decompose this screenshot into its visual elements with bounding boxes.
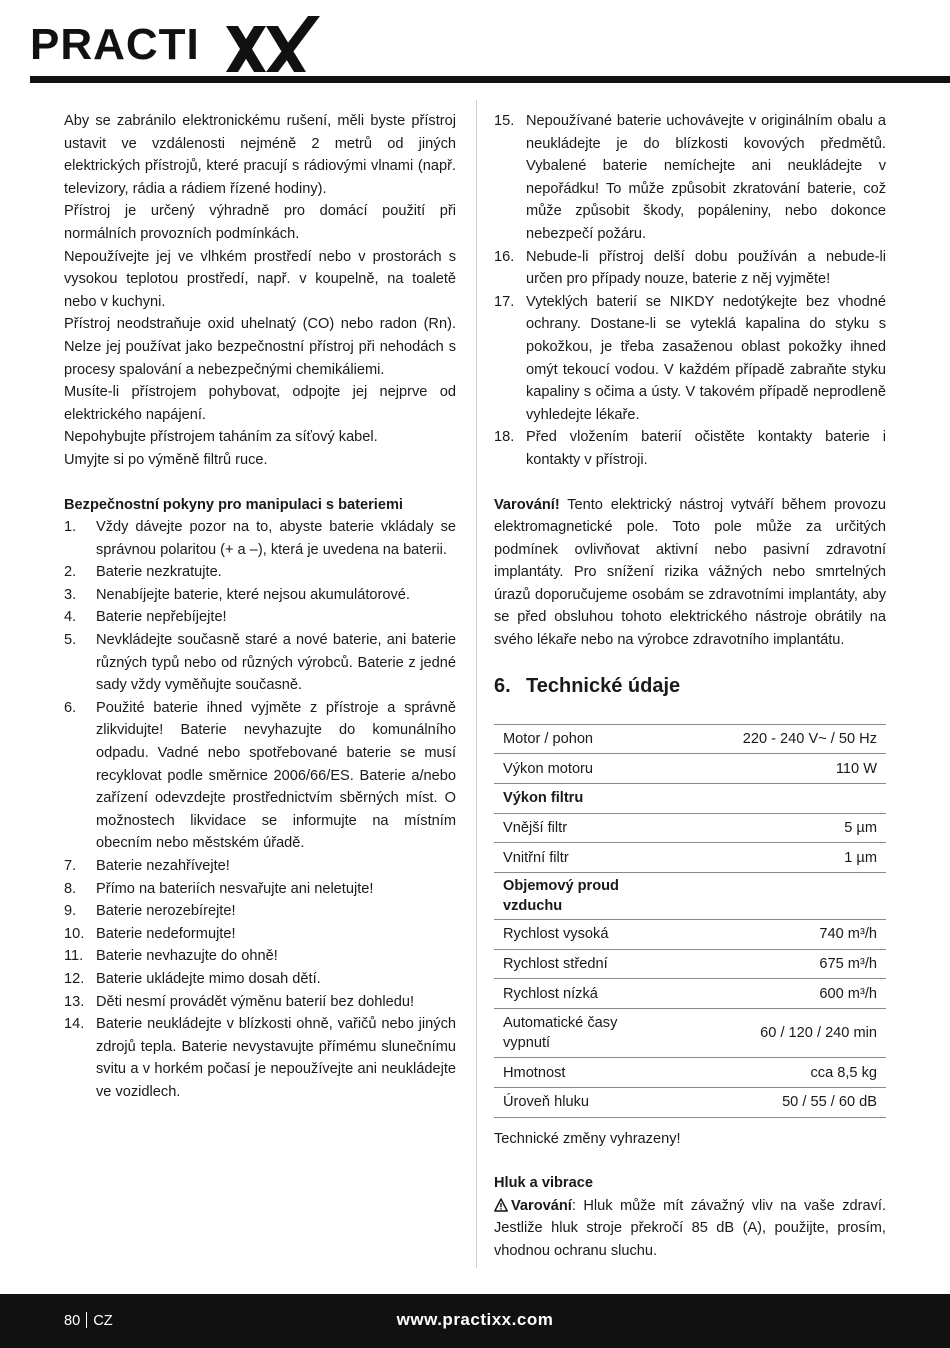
- section-title: Technické údaje: [526, 674, 681, 697]
- list-item: [494, 110, 886, 246]
- list-number: 3.: [64, 586, 77, 603]
- table-row: [494, 843, 886, 873]
- svg-text:PRACTI: PRACTI: [30, 20, 200, 69]
- column-divider: [476, 100, 477, 1268]
- spec-value: 5 µm: [644, 813, 886, 843]
- list-item: [64, 697, 456, 855]
- list-text: Baterie neukládejte v blízkosti ohně, vařičů nebo jiných zdrojů tepla. Baterie nevystavujte přímému slunečnímu svitu a v horkém počasí je nepoužívejte ani neukládejte ve vozidlech.: [96, 1016, 456, 1100]
- spec-label: Vnější filtr: [494, 813, 644, 843]
- spec-value: 600 m³/h: [644, 979, 886, 1009]
- list-item: [64, 1013, 456, 1103]
- list-number: 18.: [494, 429, 515, 446]
- spec-label: Motor / pohon: [494, 724, 644, 754]
- paragraph: Nepohybujte přístrojem taháním za síťový kabel.: [64, 429, 378, 446]
- spec-label: Vnitřní filtr: [494, 843, 644, 873]
- list-number: 9.: [64, 903, 77, 920]
- list-text: Baterie nerozebírejte!: [96, 903, 236, 920]
- battery-list-continued: [494, 110, 886, 472]
- spec-value: cca 8,5 kg: [644, 1058, 886, 1088]
- list-number: 1.: [64, 519, 77, 536]
- noise-warning: [494, 1195, 886, 1263]
- footer-bar: [0, 1294, 950, 1348]
- paragraph: Nepoužívejte jej ve vlhkém prostředí nebo v prostorách s vysokou teplotou prostředí, např. v koupelně, na toaletě nebo v kuchyni.: [64, 248, 456, 310]
- section-heading: [494, 672, 886, 700]
- spec-value: 60 / 120 / 240 min: [644, 1009, 886, 1058]
- spec-value: [644, 873, 886, 920]
- list-number: 11.: [64, 948, 84, 965]
- list-item: [64, 991, 456, 1014]
- warning-triangle-icon: [494, 1198, 508, 1212]
- spec-label: Automatické časy vypnutí: [494, 1009, 644, 1058]
- table-row: [494, 949, 886, 979]
- list-item: [64, 968, 456, 991]
- table-row: [494, 873, 886, 920]
- section-number: 6.: [494, 674, 511, 697]
- table-row: [494, 724, 886, 754]
- list-text: Přímo na bateriích nesvařujte ani neletujte!: [96, 880, 374, 897]
- list-item: [64, 629, 456, 697]
- technical-data-table: [494, 724, 886, 1118]
- list-number: 10.: [64, 925, 85, 942]
- header-rule: [30, 76, 950, 83]
- warning-text: Tento elektrický nástroj vytváří během provozu elektromagnetické pole. Toto pole může za určitých podmínek ovlivňovat aktivní nebo pasivní zdravotní implantáty. Pro snížení rizika vážných nebo smrtelných úrazů doporučujeme osobám se zdravotními implantáty, aby se před obsluhou tohoto elektrického nástroje obrátily na svého lékaře nebo na výrobce zdravotního implantátu.: [494, 496, 886, 649]
- list-text: Baterie nezkratujte.: [96, 564, 222, 581]
- paragraph: Umyjte si po výměně filtrů ruce.: [64, 451, 268, 468]
- spec-value: [644, 784, 886, 814]
- language-code: CZ: [93, 1313, 113, 1329]
- spec-note: Technické změny vyhrazeny!: [494, 1130, 681, 1147]
- table-row: [494, 784, 886, 814]
- list-text: Použité baterie ihned vyjměte z přístroje a správně zlikvidujte! Baterie nevyhazujte do komunálního odpadu. Vadné nebo spotřebované baterie se musí recyklovat podle směrnice 2006/66/ES. Baterie a/nebo zařízení odevzdejte prostřednictvím sběrných míst. O možnostech likvidace se informujte na místním obecním nebo městském úřadě.: [96, 699, 456, 852]
- list-number: 4.: [64, 609, 77, 626]
- battery-safety-heading: Bezpečnostní pokyny pro manipulaci s bateriemi: [64, 496, 403, 513]
- noise-heading: Hluk a vibrace: [494, 1175, 593, 1192]
- list-text: Nevkládejte současně staré a nové baterie, ani baterie různých typů nebo od různých výrobců. Baterie z jedné sady vždy vyměňujte současně.: [96, 632, 456, 694]
- table-row: [494, 920, 886, 950]
- table-row: [494, 1087, 886, 1117]
- spec-label: Rychlost nízká: [494, 979, 644, 1009]
- table-row: [494, 813, 886, 843]
- list-item: [64, 900, 456, 923]
- table-row: [494, 1058, 886, 1088]
- practixx-logo: [30, 14, 330, 76]
- spec-value: 110 W: [644, 754, 886, 784]
- table-row: [494, 979, 886, 1009]
- spec-label: Rychlost vysoká: [494, 920, 644, 950]
- spec-value: 1 µm: [644, 843, 886, 873]
- list-text: Baterie nezahřívejte!: [96, 858, 230, 874]
- list-text: Vyteklých baterií se NIKDY nedotýkejte bez vhodné ochrany. Dostane-li se vyteklá kapalina do styku s pokožkou, je třeba zasaženou oblast pokožky ihned omýt tekoucí vodou. V každém případě zabraňte styku kapaliny s očima a ústy. V takovém případě neprodleně vyhledejte lékaře.: [526, 293, 886, 423]
- list-number: 12.: [64, 970, 85, 987]
- list-number: 17.: [494, 293, 515, 310]
- spec-label: Výkon motoru: [494, 754, 644, 784]
- list-item: [494, 426, 886, 471]
- list-item: [64, 945, 456, 968]
- list-item: [494, 291, 886, 427]
- paragraph: Musíte-li přístrojem pohybovat, odpojte jej nejprve od elektrického napájení.: [64, 384, 456, 423]
- spec-value: 220 - 240 V~ / 50 Hz: [644, 724, 886, 754]
- spec-label: Úroveň hluku: [494, 1087, 644, 1117]
- list-text: Děti nesmí provádět výměnu baterií bez dohledu!: [96, 993, 414, 1010]
- list-text: Baterie nevhazujte do ohně!: [96, 948, 278, 965]
- list-text: Baterie ukládejte mimo dosah dětí.: [96, 970, 321, 987]
- spec-group-label: Objemový proud vzduchu: [494, 873, 644, 920]
- list-text: Nenabíjejte baterie, které nejsou akumulátorové.: [96, 586, 410, 603]
- list-number: 5.: [64, 632, 77, 649]
- list-number: 8.: [64, 880, 77, 897]
- right-column: [494, 110, 886, 1263]
- list-item: [64, 606, 456, 629]
- list-item: [64, 561, 456, 584]
- spec-value: 50 / 55 / 60 dB: [644, 1087, 886, 1117]
- spec-label: Hmotnost: [494, 1058, 644, 1088]
- list-text: Baterie nepřebíjejte!: [96, 609, 227, 626]
- website-link[interactable]: www.practixx.com: [396, 1310, 554, 1329]
- spec-group-label: Výkon filtru: [494, 784, 644, 814]
- paragraph: Aby se zabránilo elektronickému rušení, měli byste přístroj ustavit ve vzdálenosti nejméně 2 metrů od jiných elektrických přístrojů, které pracují s rádiovými vlnami (např. televizory, rádia a rádiem řízené hodiny).: [64, 113, 456, 197]
- list-item: [64, 923, 456, 946]
- list-text: Před vložením baterií očistěte kontakty baterie i kontakty v přístroji.: [526, 429, 886, 468]
- page-number: 80: [64, 1313, 81, 1329]
- paragraph: Přístroj je určený výhradně pro domácí použití při normálních provozních podmínkách.: [64, 203, 456, 242]
- list-number: 7.: [64, 858, 77, 874]
- list-text: Baterie nedeformujte!: [96, 925, 236, 942]
- list-text: Vždy dávejte pozor na to, abyste baterie vkládaly se správnou polaritou (+ a –), která je uvedena na baterii.: [96, 519, 456, 558]
- list-number: 15.: [494, 113, 515, 129]
- list-item: [64, 516, 456, 561]
- table-row: [494, 1009, 886, 1058]
- warning-text: : Hluk může mít závažný vliv na vaše zdraví. Jestliže hluk stroje překročí 85 dB (A), použijte, prosím, vhodnou ochranu sluchu.: [494, 1197, 886, 1259]
- list-number: 13.: [64, 993, 85, 1010]
- list-number: 6.: [64, 699, 77, 716]
- spec-label: Rychlost střední: [494, 949, 644, 979]
- spec-value: 740 m³/h: [644, 920, 886, 950]
- emf-warning: [494, 494, 886, 652]
- warning-label: Varování!: [494, 496, 560, 513]
- list-text: Nepoužívané baterie uchovávejte v originálním obalu a neukládejte je do blízkosti kovových předmětů. Vybalené baterie nemíchejte ani neukládejte v nepořádku! To může způsobit zkratování baterie, což může způsobit škody, popáleniny, nebo dokonce nebezpečí požáru.: [526, 113, 886, 242]
- list-number: 16.: [494, 248, 515, 265]
- table-row: [494, 754, 886, 784]
- left-column: [64, 110, 456, 1104]
- battery-list: [64, 516, 456, 1103]
- list-item: [64, 878, 456, 901]
- list-item: [64, 855, 456, 878]
- spec-value: 675 m³/h: [644, 949, 886, 979]
- warning-label: Varování: [511, 1197, 572, 1214]
- list-number: 14.: [64, 1016, 85, 1033]
- list-number: 2.: [64, 564, 77, 581]
- paragraph: Přístroj neodstraňuje oxid uhelnatý (CO) nebo radon (Rn). Nelze jej používat jako bezpečnostní přístroj při nehodách s procesy spalování a nebezpečnými chemikáliemi.: [64, 316, 456, 378]
- list-text: Nebude-li přístroj delší dobu používán a nebude-li určen pro případy nouze, baterie z něj vyjměte!: [526, 248, 886, 288]
- list-item: [494, 246, 886, 291]
- list-item: [64, 584, 456, 607]
